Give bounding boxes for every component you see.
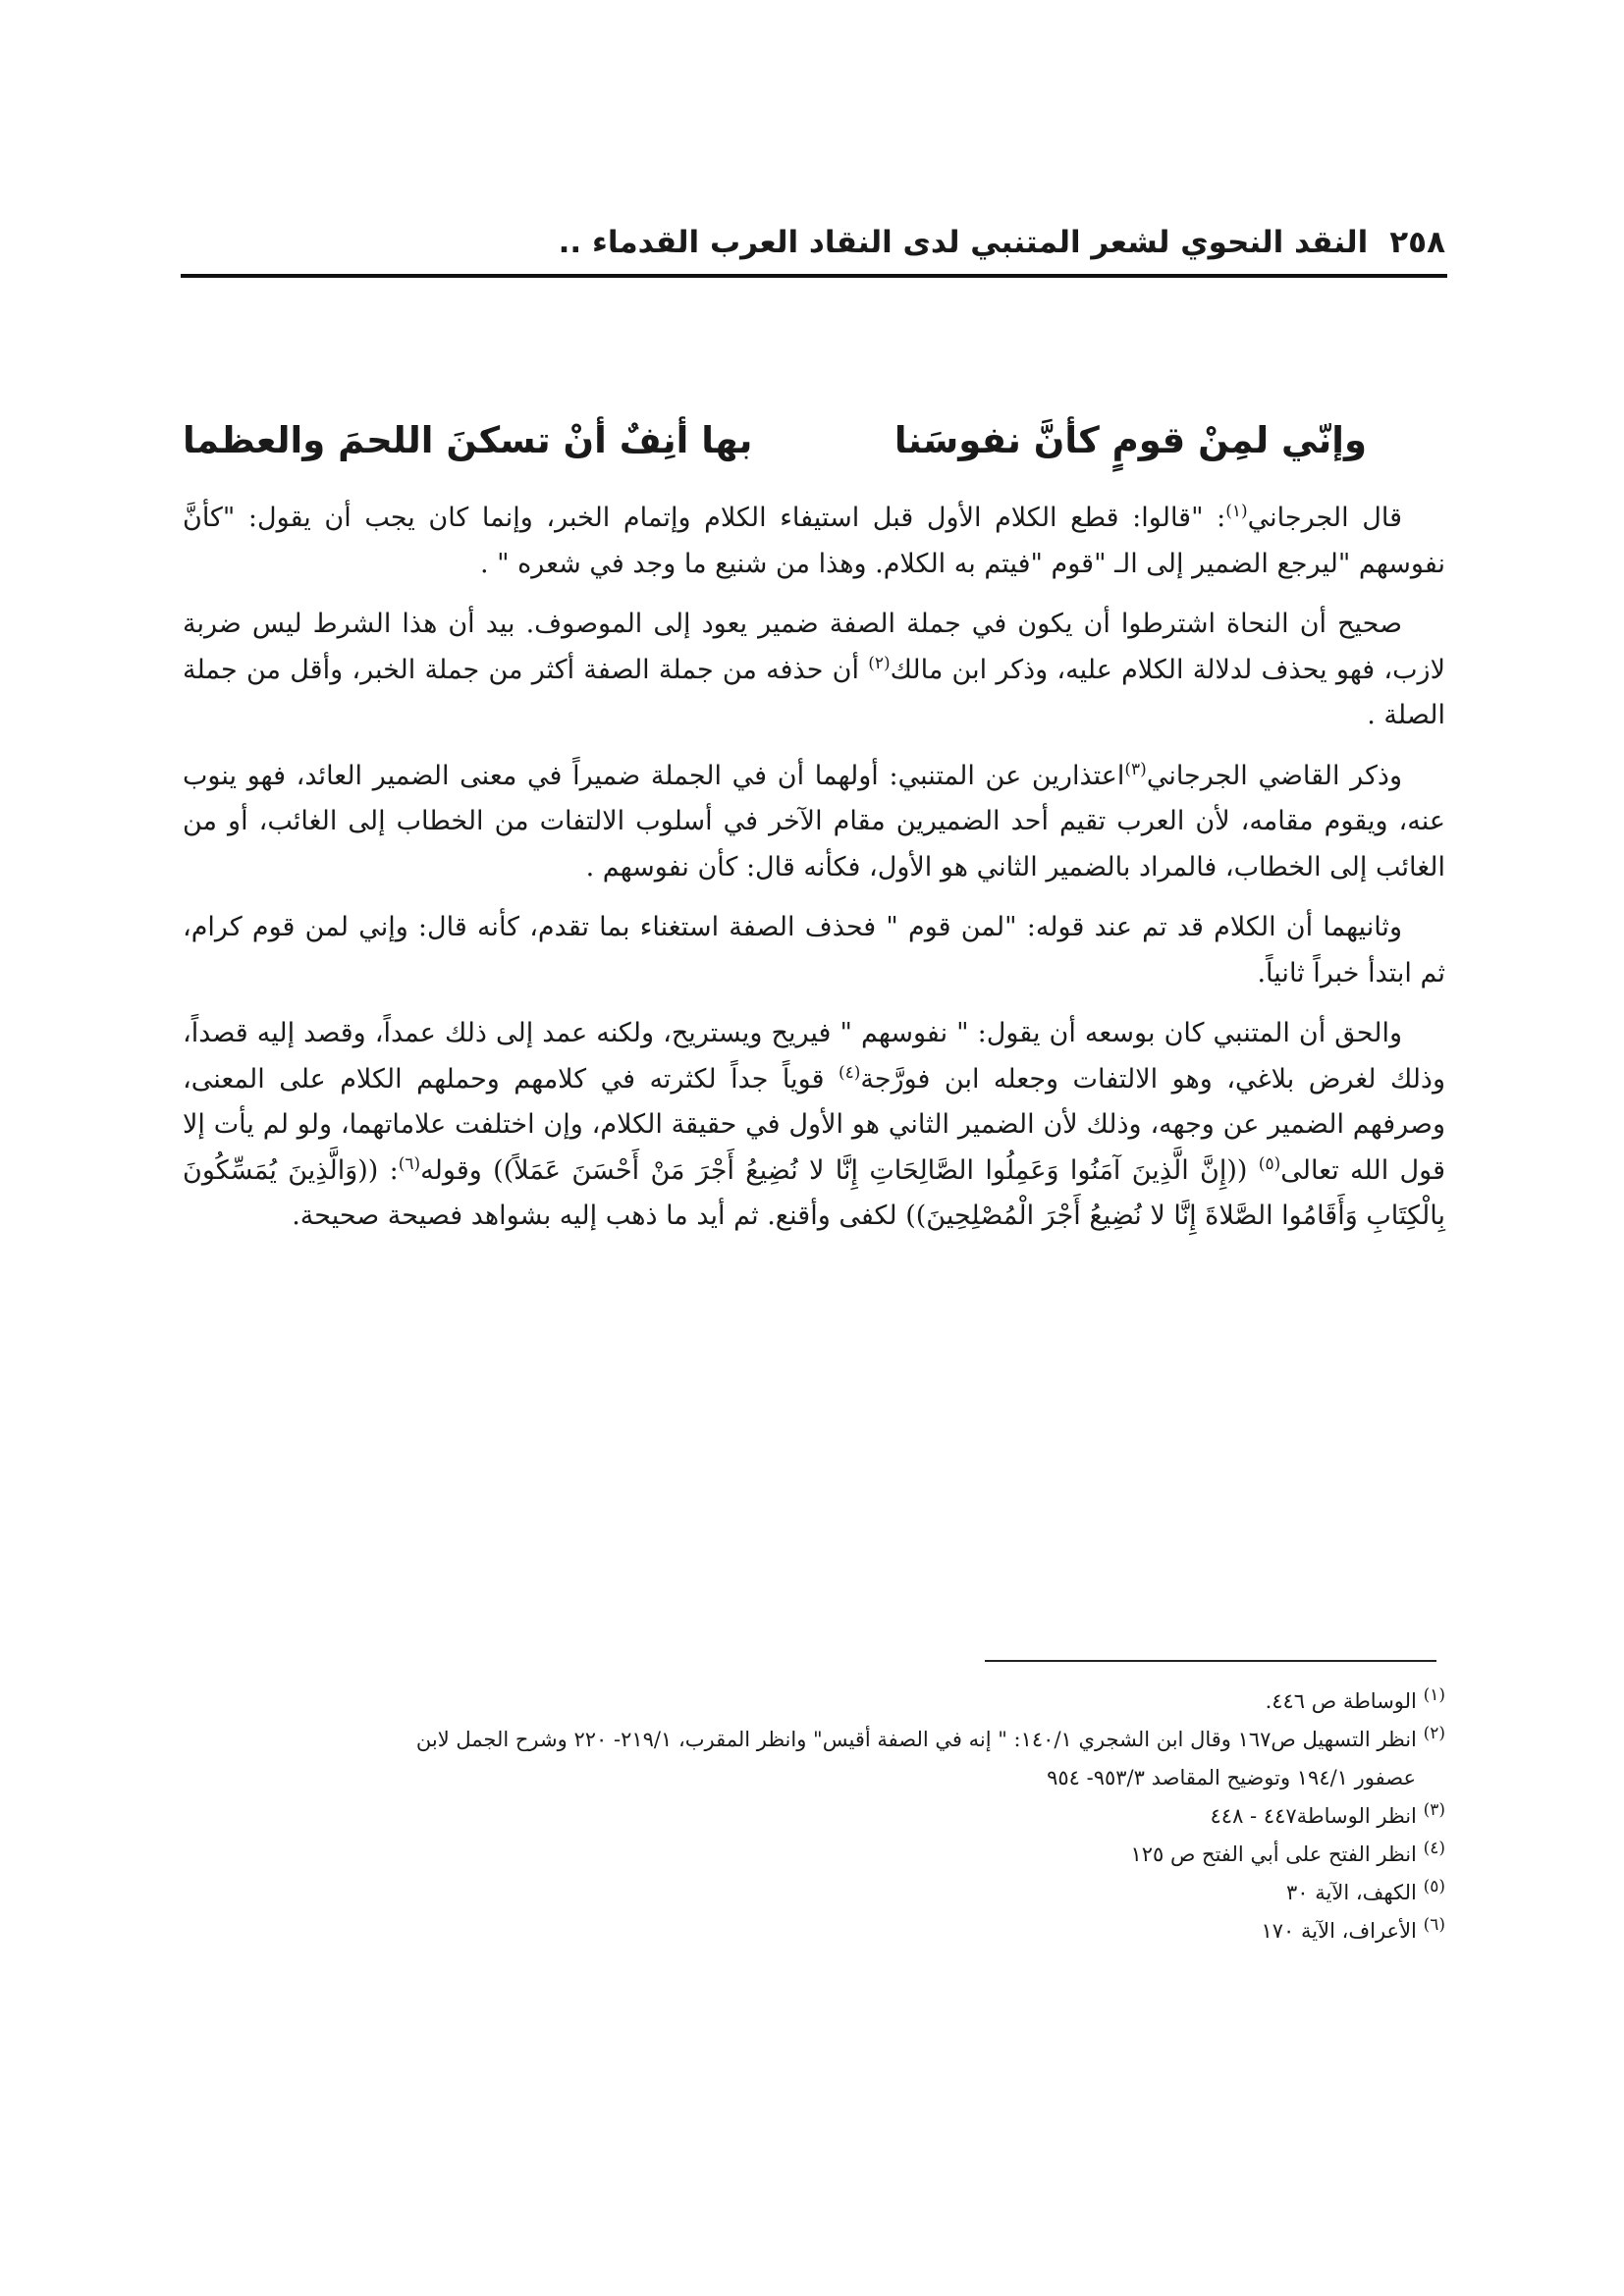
footnotes: [183, 1682, 1445, 1950]
footnote-text: الكهف، الآية ٣٠: [1286, 1881, 1417, 1904]
header-divider: [181, 274, 1447, 278]
paragraph-text: صحيح أن النحاة اشترطوا أن يكون في جملة الصفة ضمير يعود إلى الموصوف. بيد أن هذا الشرط ليس ضربة لازب، فهو يحذف لدلالة الكلام عليه، وذكر ابن مالك: [183, 609, 1445, 685]
footnote-text: انظر الوساطة٤٤٧ - ٤٤٨: [1210, 1804, 1417, 1828]
paragraph-text: وذكر القاضي الجرجاني: [1146, 760, 1402, 791]
poetry-verse: [183, 410, 1445, 469]
footnote-number: (٢): [1423, 1724, 1445, 1743]
paragraph: [183, 496, 1445, 587]
paragraph: [183, 905, 1445, 996]
paragraph-text: والحق أن المتنبي كان بوسعه أن يقول: " نفوسهم " فيريح ويستريح، ولكنه عمد إلى ذلك عمداً، وقصد إليه قصداً، وذلك لغرض بلاغي، وهو الالتفات وجعله ابن فورَّجة: [183, 1018, 1445, 1095]
footnote-ref: (٥): [1258, 1153, 1281, 1174]
footnote-text: انظر التسهيل ص١٦٧ وقال ابن الشجري ١٤٠/١: " إنه في الصفة أقيس" وانظر المقرب، ٢١٩/١- ٢٢٠ وشرح الجمل لابن: [415, 1728, 1417, 1751]
page-number: ٢٥٨: [1389, 225, 1445, 260]
verse-second-hemistich: بها أنِفٌ أنْ تسكنَ اللحمَ والعظما: [183, 418, 753, 461]
paragraph-text: اعتذارين عن المتنبي: أولهما أن في الجملة ضميراً في معنى الضمير العائد، فهو ينوب عنه، ويقوم مقامه، لأن العرب تقيم أحد الضميرين مقام الآخر في أسلوب الالتفات من الخطاب إلى الغائب، أو من الغائب إلى الخطاب، فالمراد بالضمير الثاني هو الأول، فكأنه قال: كأن نفوسهم .: [183, 760, 1445, 882]
paragraph-text: ((إِنَّ الَّذِينَ آمَنُوا وَعَمِلُوا الصَّالِحَاتِ إِنَّا لا نُضِيعُ أَجْرَ مَنْ أَحْسَنَ عَمَلاً)) وقوله: [420, 1154, 1259, 1186]
footnote-divider: [985, 1660, 1436, 1662]
footnote-number: (١): [1423, 1685, 1445, 1705]
footnote-continuation: عصفور ١٩٤/١ وتوضيح المقاصد ٩٥٣/٣- ٩٥٤: [1047, 1766, 1416, 1789]
footnote: [183, 1874, 1445, 1912]
paragraph-text: : "قالوا: قطع الكلام الأول قبل استيفاء الكلام وإتمام الخبر، وإنما كان يجب أن يقول: "كأنَّ نفوسهم "ليرجع الضمير إلى الـ "قوم "فيتم به الكلام. وهذا من شنيع ما وجد في شعره " .: [183, 503, 1445, 579]
footnote-ref: (١): [1225, 502, 1248, 521]
footnote: [183, 1797, 1445, 1836]
paragraph-text: قوياً جداً لكثرته في كلامهم وحملهم الكلام على المعنى، وصرفهم الضمير عن وجهه، وذلك لأن الضمير الثاني هو الأول في حقيقة الكلام، وإن اختلفت علاماتهما، ولو لم يأت إلا قول الله تعالى: [183, 1063, 1446, 1186]
paragraph: [183, 602, 1445, 739]
footnote-ref: (٢): [868, 653, 891, 673]
footnote: [183, 1912, 1445, 1950]
paragraph-text: وثانيهما أن الكلام قد تم عند قوله: "لمن قوم " فحذف الصفة استغناء بما تقدم، كأنه قال: وإني لمن قوم كرام، ثم ابتدأ خبراً ثانياً.: [183, 912, 1445, 988]
verse-first-hemistich: وإنّي لمِنْ قومٍ كأنَّ نفوسَنا: [893, 418, 1367, 461]
footnote: [183, 1836, 1445, 1874]
running-title: النقد النحوي لشعر المتنبي لدى النقاد العرب القدماء ..: [558, 225, 1369, 260]
paragraph: [183, 1011, 1445, 1240]
footnote-ref: (٦): [398, 1153, 421, 1174]
paragraph-text: أن حذفه من جملة الصفة أكثر من جملة الخبر، وأقل من جملة الصلة .: [183, 654, 1445, 730]
footnote: [183, 1682, 1445, 1721]
footnote: [183, 1721, 1445, 1759]
footnote-number: (٣): [1423, 1800, 1445, 1820]
paragraph-text: قال الجرجاني: [1247, 503, 1402, 533]
paragraph: [183, 754, 1445, 891]
footnote-number: (٦): [1423, 1915, 1445, 1935]
footnote-text: الأعراف، الآية ١٧٠: [1261, 1919, 1417, 1943]
body-text: [183, 496, 1445, 1255]
footnote-text: الوساطة ص ٤٤٦.: [1265, 1689, 1417, 1713]
paragraph-text: : ((وَالَّذِينَ يُمَسِّكُونَ بِالْكِتَابِ وَأَقَامُوا الصَّلاةَ إِنَّا لا نُضِيعُ أَجْرَ الْمُصْلِحِينَ)) لكفى وأقنع. ثم أيد ما ذهب إليه بشواهد فصيحة صحيحة.: [183, 1154, 1445, 1231]
footnote-ref: (٣): [1124, 759, 1147, 779]
footnote-text: انظر الفتح على أبي الفتح ص ١٢٥: [1130, 1842, 1417, 1866]
footnote-number: (٤): [1423, 1839, 1445, 1858]
footnote-ref: (٤): [838, 1062, 861, 1083]
footnote-number: (٥): [1423, 1877, 1445, 1896]
running-header: [183, 218, 1445, 267]
